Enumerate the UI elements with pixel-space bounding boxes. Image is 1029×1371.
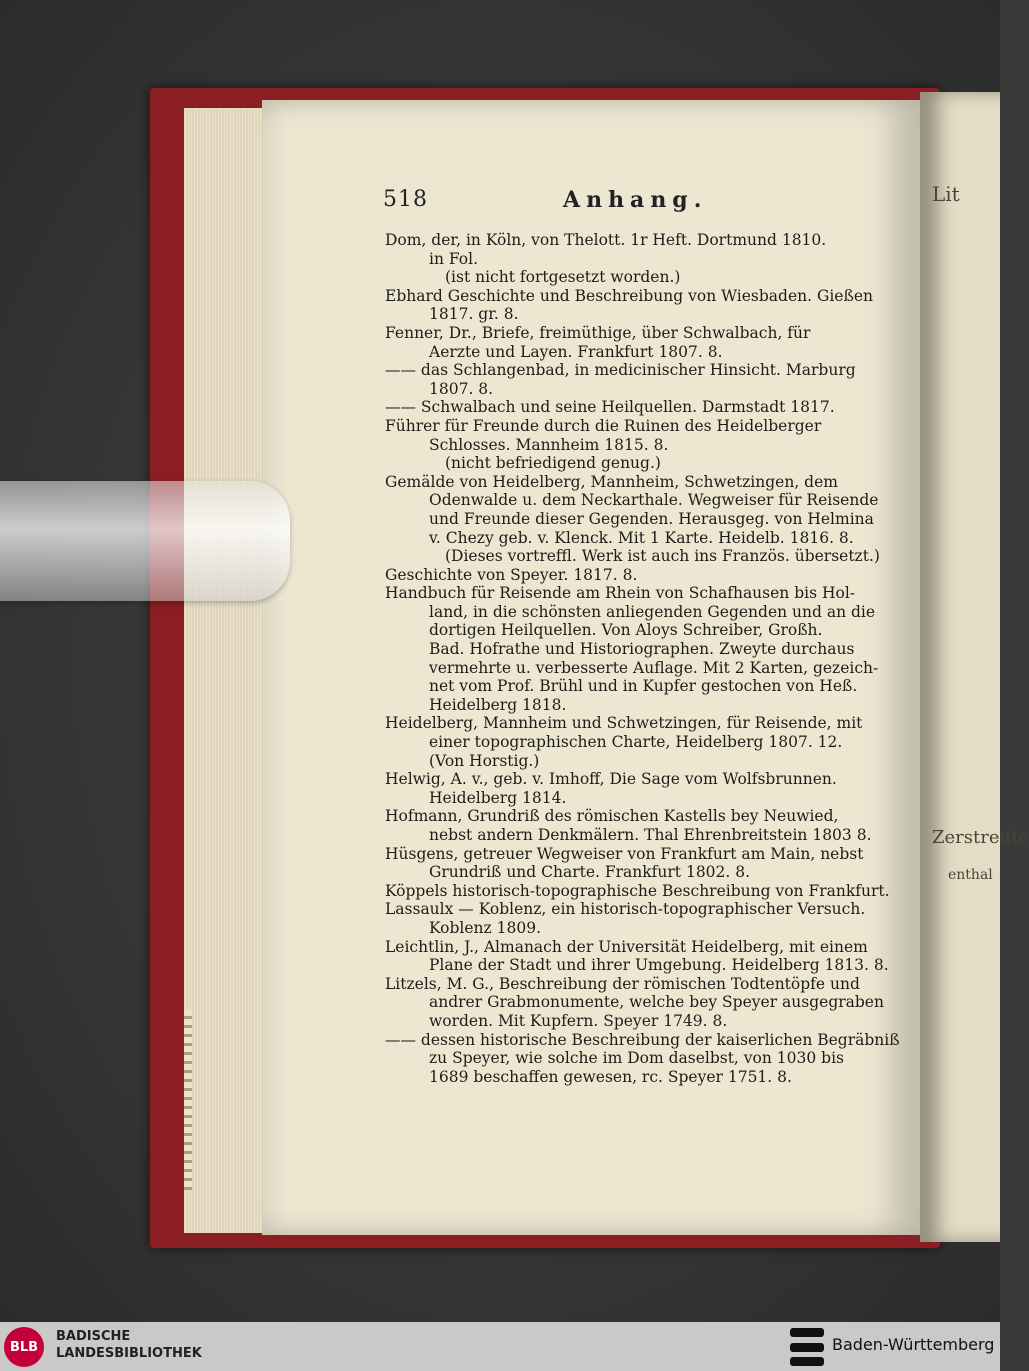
entry-line: Hüsgens, getreuer Wegweiser von Frankfurt am Main, nebst (385, 844, 864, 863)
entry-line: Handbuch für Reisende am Rhein von Schafhausen bis Hol- (385, 584, 856, 603)
library-name-line1: BADISCHE (56, 1329, 131, 1344)
facing-page-fragment: Zerstreute (932, 827, 1029, 848)
entry-line: —— das Schlangenbad, in medicinischer Hinsicht. Marburg (385, 361, 856, 380)
facing-page-fragment: Lit (932, 182, 960, 206)
spine-decoration (184, 1010, 192, 1190)
bibliography-entry (385, 566, 870, 585)
bibliography-entry (385, 417, 870, 473)
entry-line: Leichtlin, J., Almanach der Universität Heidelberg, mit einem (385, 937, 868, 956)
bibliography-entry (385, 398, 870, 417)
entry-continuation-line: zu Speyer, wie solche im Dom daselbst, von 1030 bis (429, 1049, 844, 1068)
bibliography-entry (385, 324, 870, 361)
bibliography-entry (385, 286, 873, 324)
entry-continuation-line: einer topographischen Charte, Heidelberg 1807. 12. (429, 733, 843, 752)
library-name-line2: LANDESBIBLIOTHEK (56, 1346, 202, 1361)
entry-continuation-line: v. Chezy geb. v. Klenck. Mit 1 Karte. Heidelb. 1816. 8. (429, 528, 854, 547)
page-header (383, 187, 853, 217)
bibliography-entry (385, 361, 870, 398)
entry-continuation-line: 1817. gr. 8. (429, 305, 519, 324)
entry-continuation-line: nebst andern Denkmälern. Thal Ehrenbreitstein 1803 8. (429, 826, 872, 844)
bibliography-entry (385, 714, 870, 770)
bibliography-entry (385, 881, 890, 901)
entry-continuation-line: andrer Grabmonumente, welche bey Speyer ausgegraben (429, 993, 884, 1012)
entry-note: (ist nicht fortgesetzt worden.) (445, 268, 681, 287)
bibliography-entry (385, 937, 889, 975)
entry-line: Lassaulx — Koblenz, ein historisch-topographischer Versuch. (385, 900, 866, 919)
entry-continuation-line: (Von Horstig.) (429, 751, 540, 770)
entry-line: Gemälde von Heidelberg, Mannheim, Schwetzingen, dem (385, 472, 838, 491)
entry-line: Dom, der, in Köln, von Thelott. 1r Heft. Dortmund 1810. (385, 231, 827, 249)
page-holder-clip (0, 481, 290, 601)
bibliography-entry (385, 974, 884, 1031)
entry-continuation-line: Heidelberg 1818. (429, 695, 567, 714)
bibliography-entry (385, 900, 870, 937)
entry-continuation-line: Plane der Stadt und ihrer Umgebung. Heidelberg 1813. 8. (429, 956, 889, 975)
bibliography-entry (385, 1030, 900, 1087)
entry-continuation-line: und Freunde dieser Gegenden. Herausgeg. von Helmina (429, 509, 874, 528)
entry-continuation-line: net vom Prof. Brühl und in Kupfer gestochen von Heß. (429, 677, 858, 696)
entry-continuation-line: vermehrte u. verbesserte Auflage. Mit 2 Karten, gezeich- (429, 658, 879, 677)
bibliography-entry (385, 807, 870, 844)
entry-continuation-line: dortigen Heilquellen. Von Aloys Schreiber, Großh. (429, 621, 823, 640)
bibliography-entry (385, 584, 879, 714)
bibliography-entry (385, 231, 870, 287)
entry-continuation-line: Heidelberg 1814. (429, 788, 567, 807)
entry-continuation-line: Koblenz 1809. (429, 918, 541, 937)
entry-line: —— Schwalbach und seine Heilquellen. Darmstadt 1817. (385, 398, 835, 417)
facing-page-fragment: enthal (948, 867, 993, 883)
entry-line: Hofmann, Grundriß des römischen Kastells bey Neuwied, (385, 807, 839, 826)
entry-line: Geschichte von Speyer. 1817. 8. (385, 565, 638, 584)
page-number: 518 (383, 187, 428, 212)
bibliography-entry (385, 845, 870, 882)
entry-continuation-line: Aerzte und Layen. Frankfurt 1807. 8. (429, 342, 723, 361)
entry-continuation-line: 1807. 8. (429, 379, 494, 398)
entry-line: Helwig, A. v., geb. v. Imhoff, Die Sage vom Wolfsbrunnen. (385, 770, 837, 789)
footer-bar (0, 1322, 1000, 1371)
bibliography-list (385, 231, 900, 1086)
entry-line: Führer für Freunde durch die Ruinen des Heidelberger (385, 416, 822, 435)
entry-continuation-line: worden. Mit Kupfern. Speyer 1749. 8. (429, 1011, 728, 1030)
facing-page-edge (920, 92, 1029, 1242)
bibliography-entry (385, 770, 870, 807)
lions-emblem-icon (790, 1328, 824, 1366)
entry-note: (Dieses vortreffl. Werk ist auch ins Französ. übersetzt.) (445, 547, 880, 566)
running-head: Anhang. (563, 187, 708, 213)
entry-continuation-line: Bad. Hofrathe und Historiographen. Zweyte durchaus (429, 640, 855, 659)
entry-continuation-line: in Fol. (429, 249, 478, 268)
entry-continuation-line: Grundriß und Charte. Frankfurt 1802. 8. (429, 863, 751, 882)
entry-line: Köppels historisch-topographische Beschreibung von Frankfurt. (385, 881, 890, 900)
entry-line: Litzels, M. G., Beschreibung der römischen Todtentöpfe und (385, 974, 860, 993)
entry-line: —— dessen historische Beschreibung der kaiserlichen Begräbniß (385, 1030, 900, 1049)
entry-line: Ebhard Geschichte und Beschreibung von Wiesbaden. Gießen (385, 286, 873, 305)
entry-line: Fenner, Dr., Briefe, freimüthige, über Schwalbach, für (385, 323, 811, 342)
blb-logo: BLB (4, 1327, 44, 1367)
entry-continuation-line: Odenwalde u. dem Neckarthale. Wegweiser für Reisende (429, 491, 879, 510)
entry-continuation-line: 1689 beschaffen gewesen, rc. Speyer 1751. 8. (429, 1067, 792, 1086)
library-name (56, 1328, 202, 1362)
bibliography-entry (385, 472, 880, 566)
entry-line: Heidelberg, Mannheim und Schwetzingen, für Reisende, mit (385, 714, 863, 733)
entry-continuation-line: land, in die schönsten anliegenden Gegenden und an die (429, 602, 876, 621)
entry-continuation-line: Schlosses. Mannheim 1815. 8. (429, 435, 669, 454)
entry-note: (nicht befriedigend genug.) (445, 454, 661, 473)
state-name: Baden-Württemberg (832, 1335, 995, 1354)
